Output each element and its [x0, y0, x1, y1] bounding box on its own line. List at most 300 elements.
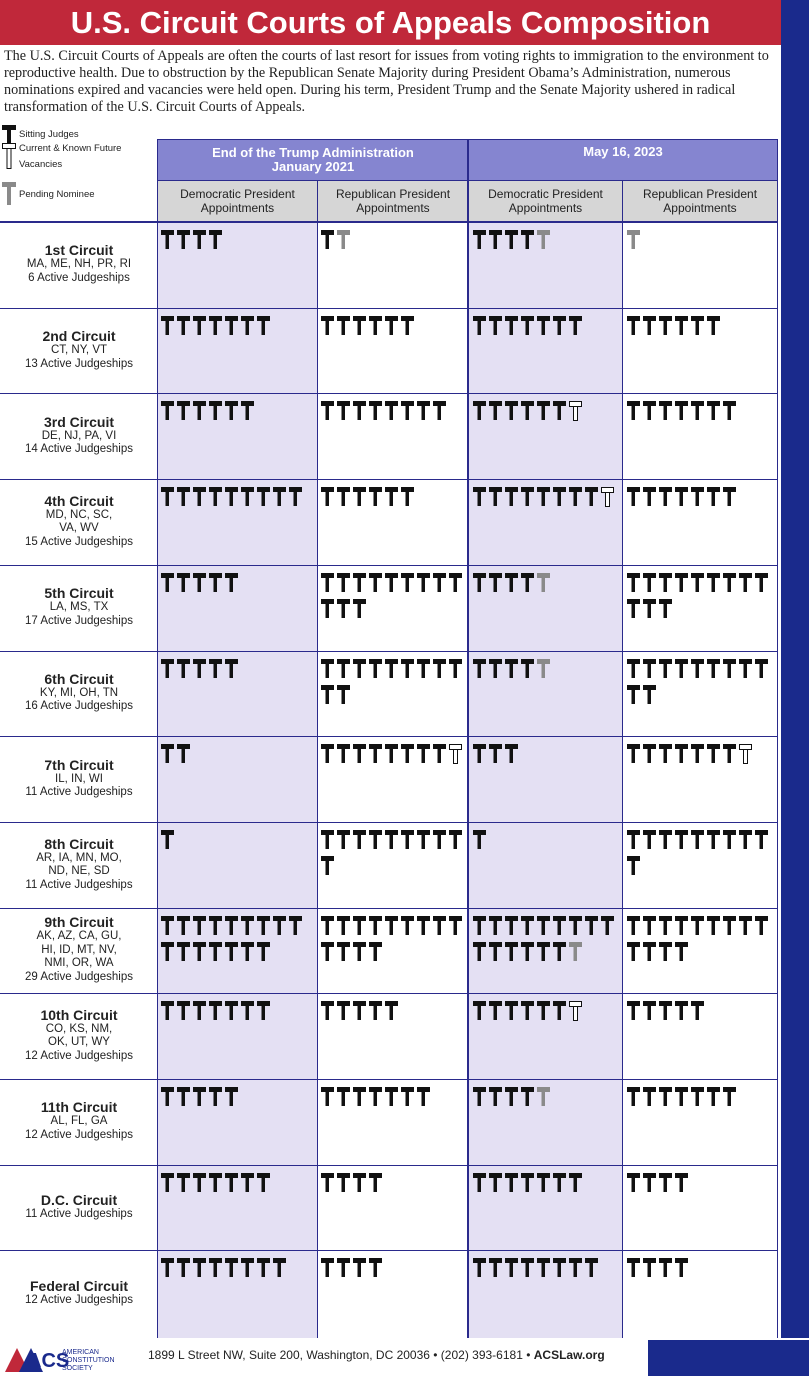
svg-text:ACS: ACS: [27, 1350, 70, 1372]
gavel-sitting-icon: [368, 486, 383, 508]
gavel-sitting-icon: [504, 572, 519, 594]
row-separator: [0, 308, 777, 309]
gavel-sitting-icon: [160, 400, 175, 422]
gavel-sitting-icon: [208, 315, 223, 337]
gavel-sitting-icon: [256, 315, 271, 337]
circuit-label: [0, 1278, 158, 1308]
gavel-sitting-icon: [472, 486, 487, 508]
gavel-sitting-icon: [488, 658, 503, 680]
gavel-sitting-icon: [738, 572, 753, 594]
gavel-sitting-icon: [642, 1086, 657, 1108]
gavel-sitting-icon: [240, 1172, 255, 1194]
gavel-sitting-icon: [160, 486, 175, 508]
gavel-sitting-icon: [722, 743, 737, 765]
gavel-sitting-icon: [208, 1086, 223, 1108]
gavel-sitting-icon: [472, 229, 487, 251]
footer-accent: [648, 1340, 809, 1376]
gavel-sitting-icon: [568, 915, 583, 937]
gavel-pending-icon: [568, 941, 583, 963]
gavel-sitting-icon: [384, 1086, 399, 1108]
gavel-vacancy-icon: [738, 743, 753, 765]
gavel-sitting-icon: [256, 1257, 271, 1279]
gavel-sitting-icon: [384, 486, 399, 508]
gavel-sitting-icon: [552, 315, 567, 337]
gavel-sitting-icon: [552, 400, 567, 422]
circuit-states: AL, FL, GA: [50, 1115, 108, 1128]
gavel-sitting-icon: [626, 855, 641, 877]
row-separator: [0, 651, 777, 652]
gavel-sitting-icon: [192, 1000, 207, 1022]
legend-pending: [2, 184, 95, 204]
gavel-sitting-icon: [192, 941, 207, 963]
gavel-sitting-icon: [504, 1257, 519, 1279]
gavel-sitting-icon: [336, 572, 351, 594]
subheader-dem-2023: Democratic President Appointments: [469, 181, 622, 221]
gavel-sitting-icon: [320, 1086, 335, 1108]
gavel-sitting-icon: [626, 941, 641, 963]
circuit-judgeships: 16 Active Judgeships: [24, 700, 134, 713]
gavel-sitting-icon: [520, 658, 535, 680]
gavel-sitting-icon: [416, 829, 431, 851]
gavel-sitting-icon: [160, 658, 175, 680]
gavel-sitting-icon: [400, 1086, 415, 1108]
gavel-sitting-icon: [448, 658, 463, 680]
gavel-sitting-icon: [658, 941, 673, 963]
gavel-sitting-icon: [352, 486, 367, 508]
gavel-sitting-icon: [224, 941, 239, 963]
gavel-sitting-icon: [288, 486, 303, 508]
gavel-sitting-icon: [674, 572, 689, 594]
gavel-sitting-icon: [336, 829, 351, 851]
gavel-sitting-icon: [176, 486, 191, 508]
gavel-sitting-icon: [240, 915, 255, 937]
gavel-sitting-icon: [536, 1257, 551, 1279]
gavel-sitting-icon: [690, 829, 705, 851]
gavel-sitting-icon: [160, 572, 175, 594]
gavel-sitting-icon: [192, 658, 207, 680]
gavel-sitting-icon: [600, 915, 615, 937]
gavel-sitting-icon: [488, 743, 503, 765]
gavel-sitting-icon: [504, 1172, 519, 1194]
gavel-sitting-icon: [706, 1086, 721, 1108]
gavel-sitting-icon: [192, 572, 207, 594]
gavel-sitting-icon: [336, 486, 351, 508]
gavel-sitting-icon: [706, 572, 721, 594]
gavel-sitting-icon: [352, 658, 367, 680]
gavel-sitting-icon: [416, 400, 431, 422]
gavel-sitting-icon: [432, 829, 447, 851]
gavel-sitting-icon: [642, 829, 657, 851]
gavel-sitting-icon: [504, 486, 519, 508]
gavel-sitting-icon: [416, 743, 431, 765]
circuit-judgeships: 11 Active Judgeships: [25, 878, 133, 891]
gavel-sitting-icon: [658, 572, 673, 594]
gavel-sitting-icon: [320, 658, 335, 680]
acs-logo-icon: [5, 1345, 117, 1373]
gavel-pending-icon: [536, 1086, 551, 1108]
gavel-sitting-icon: [224, 658, 239, 680]
gavel-sitting-icon: [520, 915, 535, 937]
gavel-sitting-icon: [520, 486, 535, 508]
gavel-sitting-icon: [536, 1000, 551, 1022]
gavel-sitting-icon: [568, 1257, 583, 1279]
gavel-sitting-icon: [674, 743, 689, 765]
gavel-sitting-icon: [384, 658, 399, 680]
gavel-sitting-icon: [256, 941, 271, 963]
row-separator: [0, 993, 777, 994]
gavel-sitting-icon: [368, 658, 383, 680]
gavel-sitting-icon: [320, 1000, 335, 1022]
gavel-sitting-icon: [272, 915, 287, 937]
gavel-sitting-icon: [320, 941, 335, 963]
circuit-states: IL, IN, WI: [55, 772, 103, 785]
circuit-name: 3rd Circuit: [43, 413, 114, 430]
gavel-sitting-icon: [504, 743, 519, 765]
gavel-sitting-icon: [384, 315, 399, 337]
gavel-sitting-icon: [400, 400, 415, 422]
gavel-sitting-icon: [520, 572, 535, 594]
circuit-judgeships: 11 Active Judgeships: [25, 1207, 133, 1220]
gavel-pending-icon: [336, 229, 351, 251]
gavel-sitting-icon: [240, 486, 255, 508]
gavel-sitting-icon: [320, 1257, 335, 1279]
circuit-states: MD, NC, SC,: [45, 508, 113, 521]
gavel-sitting-icon: [320, 829, 335, 851]
gavel-sitting-icon: [488, 941, 503, 963]
period-header-2021: End of the Trump Administration January 2021: [158, 139, 468, 181]
gavel-sitting-icon: [176, 915, 191, 937]
gavel-sitting-icon: [352, 1000, 367, 1022]
gavel-sitting-icon: [320, 855, 335, 877]
gavel-sitting-icon: [272, 486, 287, 508]
circuit-label: [0, 242, 158, 285]
gavel-sitting-icon: [208, 400, 223, 422]
gavel-sitting-icon: [626, 486, 641, 508]
gavel-sitting-icon: [738, 915, 753, 937]
gavel-sitting-icon: [626, 315, 641, 337]
gavel-sitting-icon: [336, 915, 351, 937]
gavel-sitting-icon: [336, 1257, 351, 1279]
gavel-sitting-icon: [336, 1172, 351, 1194]
gavel-sitting-icon: [706, 829, 721, 851]
gavel-sitting-icon: [256, 486, 271, 508]
gavel-sitting-icon: [352, 829, 367, 851]
gavel-sitting-icon: [722, 400, 737, 422]
circuit-name: 1st Circuit: [44, 242, 114, 259]
gavel-sitting-icon: [472, 400, 487, 422]
gavel-sitting-icon: [626, 598, 641, 620]
gavel-sitting-icon: [658, 400, 673, 422]
footer-contact: [148, 1348, 605, 1362]
gavel-sitting-icon: [488, 1000, 503, 1022]
circuit-states: VA, WV: [59, 522, 99, 535]
gavel-sitting-icon: [472, 315, 487, 337]
gavel-vacancy-icon: [2, 142, 16, 174]
circuit-states: CO, KS, NM,: [45, 1022, 113, 1035]
gavel-sitting-icon: [352, 572, 367, 594]
gavel-sitting-icon: [552, 915, 567, 937]
gavel-sitting-icon: [520, 1000, 535, 1022]
gavel-sitting-icon: [626, 829, 641, 851]
gavel-sitting-icon: [722, 915, 737, 937]
circuit-name: 6th Circuit: [44, 670, 114, 687]
gavel-sitting-icon: [160, 941, 175, 963]
gavel-sitting-icon: [400, 572, 415, 594]
gavel-vacancy-icon: [448, 743, 463, 765]
gavel-sitting-icon: [536, 941, 551, 963]
gavel-sitting-icon: [706, 658, 721, 680]
gavel-sitting-icon: [320, 598, 335, 620]
gavel-sitting-icon: [224, 315, 239, 337]
gavel-sitting-icon: [240, 400, 255, 422]
gavel-sitting-icon: [368, 915, 383, 937]
gavel-sitting-icon: [536, 915, 551, 937]
gavel-sitting-icon: [400, 658, 415, 680]
gavel-sitting-icon: [208, 658, 223, 680]
gavel-sitting-icon: [674, 1257, 689, 1279]
gavel-sitting-icon: [472, 1172, 487, 1194]
circuit-states: DE, NJ, PA, VI: [41, 429, 117, 442]
gavel-sitting-icon: [738, 658, 753, 680]
gavel-sitting-icon: [488, 400, 503, 422]
gavel-sitting-icon: [176, 400, 191, 422]
gavel-sitting-icon: [690, 1000, 705, 1022]
circuit-label: [0, 836, 158, 893]
gavel-sitting-icon: [160, 915, 175, 937]
gavel-sitting-icon: [320, 684, 335, 706]
gavel-vacancy-icon: [600, 486, 615, 508]
gavel-sitting-icon: [320, 915, 335, 937]
gavel-sitting-icon: [416, 658, 431, 680]
gavel-sitting-icon: [504, 941, 519, 963]
gavel-sitting-icon: [674, 941, 689, 963]
gavel-sitting-icon: [192, 315, 207, 337]
subheader-dem-2021: Democratic President Appointments: [158, 181, 317, 221]
gavel-sitting-icon: [336, 1086, 351, 1108]
gavel-sitting-icon: [192, 915, 207, 937]
gavel-sitting-icon: [488, 315, 503, 337]
gavel-sitting-icon: [754, 915, 769, 937]
legend-future-label: Current & Known Future: [19, 143, 122, 154]
gavel-sitting-icon: [642, 658, 657, 680]
gavel-sitting-icon: [320, 1172, 335, 1194]
intro-paragraph: The U.S. Circuit Courts of Appeals are often the courts of last resort for issues from voting rights to immigration to the environment to reproductive health. Due to obstruction by the Republican Senate Majority during President Obama’s Administration, numerous nominations expired and vacancies were held open. During his term, President Trump and the Senate Majority ushered in radical transformation of the U.S. Circuit Courts of Appeals.: [4, 48, 769, 115]
gavel-sitting-icon: [488, 1257, 503, 1279]
gavel-sitting-icon: [352, 1086, 367, 1108]
gavel-sitting-icon: [336, 598, 351, 620]
gavel-sitting-icon: [160, 1257, 175, 1279]
gavel-sitting-icon: [224, 486, 239, 508]
circuit-name: D.C. Circuit: [40, 1191, 118, 1208]
gavel-sitting-icon: [488, 1086, 503, 1108]
gavel-sitting-icon: [690, 315, 705, 337]
gavel-sitting-icon: [658, 315, 673, 337]
gavel-sitting-icon: [642, 572, 657, 594]
circuit-label: [0, 1192, 158, 1222]
circuit-name: 7th Circuit: [44, 756, 114, 773]
gavel-sitting-icon: [658, 658, 673, 680]
gavel-sitting-icon: [706, 400, 721, 422]
circuit-judgeships: 15 Active Judgeships: [24, 535, 134, 548]
circuit-name: 8th Circuit: [44, 835, 114, 852]
circuit-states: OK, UT, WY: [48, 1036, 110, 1049]
footer-address: 1899 L Street NW, Suite 200, Washington, DC 20036 • (202) 393-6181 •: [148, 1348, 534, 1362]
row-separator: [0, 1165, 777, 1166]
gavel-vacancy-icon: [568, 1000, 583, 1022]
gavel-sitting-icon: [584, 1257, 599, 1279]
gavel-sitting-icon: [536, 315, 551, 337]
gavel-sitting-icon: [626, 1086, 641, 1108]
gavel-sitting-icon: [722, 658, 737, 680]
gavel-sitting-icon: [504, 400, 519, 422]
gavel-sitting-icon: [520, 1172, 535, 1194]
gavel-sitting-icon: [384, 400, 399, 422]
gavel-sitting-icon: [224, 400, 239, 422]
gavel-sitting-icon: [176, 572, 191, 594]
circuit-states: AK, AZ, CA, GU,: [36, 930, 122, 943]
gavel-sitting-icon: [472, 1086, 487, 1108]
gavel-sitting-icon: [352, 941, 367, 963]
gavel-sitting-icon: [448, 829, 463, 851]
gavel-sitting-icon: [552, 486, 567, 508]
gavel-sitting-icon: [160, 1000, 175, 1022]
gavel-sitting-icon: [432, 915, 447, 937]
footer-site-link[interactable]: ACSLaw.org: [533, 1348, 605, 1362]
gavel-sitting-icon: [256, 1172, 271, 1194]
gavel-sitting-icon: [432, 743, 447, 765]
gavel-sitting-icon: [208, 486, 223, 508]
gavel-sitting-icon: [384, 829, 399, 851]
gavel-sitting-icon: [224, 1172, 239, 1194]
gavel-sitting-icon: [568, 1172, 583, 1194]
gavel-sitting-icon: [706, 486, 721, 508]
gavel-sitting-icon: [224, 1086, 239, 1108]
gavel-sitting-icon: [256, 915, 271, 937]
gavel-sitting-icon: [472, 743, 487, 765]
gavel-sitting-icon: [416, 572, 431, 594]
grid-line: [467, 139, 469, 1340]
circuit-label: [0, 914, 158, 984]
gavel-vacancy-icon: [568, 400, 583, 422]
gavel-sitting-icon: [432, 400, 447, 422]
page-title: U.S. Circuit Courts of Appeals Composition: [0, 0, 781, 45]
gavel-sitting-icon: [208, 1257, 223, 1279]
gavel-sitting-icon: [256, 1000, 271, 1022]
gavel-sitting-icon: [626, 1000, 641, 1022]
circuit-judgeships: 29 Active Judgeships: [24, 970, 134, 983]
gavel-sitting-icon: [552, 1172, 567, 1194]
gavel-sitting-icon: [336, 684, 351, 706]
svg-text:AMERICAN: AMERICAN: [62, 1349, 99, 1356]
svg-text:SOCIETY: SOCIETY: [62, 1365, 93, 1372]
gavel-sitting-icon: [552, 941, 567, 963]
gavel-sitting-icon: [208, 1000, 223, 1022]
gavel-sitting-icon: [160, 829, 175, 851]
gavel-sitting-icon: [642, 1000, 657, 1022]
gavel-sitting-icon: [384, 915, 399, 937]
circuit-label: [0, 493, 158, 550]
gavel-sitting-icon: [472, 658, 487, 680]
gavel-sitting-icon: [384, 1000, 399, 1022]
gavel-pending-icon: [536, 572, 551, 594]
circuit-label: [0, 1099, 158, 1142]
gavel-sitting-icon: [384, 572, 399, 594]
row-separator: [0, 736, 777, 737]
gavel-sitting-icon: [520, 1257, 535, 1279]
gavel-sitting-icon: [472, 941, 487, 963]
circuit-states: KY, MI, OH, TN: [39, 686, 119, 699]
row-separator: [0, 908, 777, 909]
gavel-sitting-icon: [192, 1172, 207, 1194]
gavel-sitting-icon: [176, 658, 191, 680]
gavel-sitting-icon: [754, 658, 769, 680]
gavel-sitting-icon: [488, 229, 503, 251]
circuit-states: HI, ID, MT, NV,: [41, 943, 117, 956]
legend: [0, 124, 158, 222]
gavel-sitting-icon: [336, 1000, 351, 1022]
gavel-sitting-icon: [504, 315, 519, 337]
grid-line: [622, 181, 623, 1340]
gavel-sitting-icon: [2, 124, 16, 144]
gavel-sitting-icon: [224, 572, 239, 594]
circuit-label: [0, 328, 158, 371]
gavel-sitting-icon: [520, 941, 535, 963]
gavel-sitting-icon: [352, 315, 367, 337]
gavel-sitting-icon: [674, 915, 689, 937]
grid-line: [157, 139, 777, 140]
gavel-sitting-icon: [208, 915, 223, 937]
circuit-name: 11th Circuit: [40, 1099, 118, 1116]
gavel-pending-icon: [2, 181, 16, 207]
gavel-sitting-icon: [176, 743, 191, 765]
subheader-rep-2023: Republican President Appointments: [623, 181, 777, 221]
gavel-sitting-icon: [472, 1000, 487, 1022]
circuit-label: [0, 414, 158, 457]
gavel-sitting-icon: [674, 829, 689, 851]
gavel-sitting-icon: [472, 829, 487, 851]
gavel-sitting-icon: [626, 572, 641, 594]
gavel-sitting-icon: [504, 1000, 519, 1022]
row-separator: [0, 393, 777, 394]
circuit-judgeships: 12 Active Judgeships: [24, 1049, 134, 1062]
gavel-sitting-icon: [488, 486, 503, 508]
gavel-sitting-icon: [160, 1086, 175, 1108]
gavel-sitting-icon: [674, 1000, 689, 1022]
circuit-states: LA, MS, TX: [49, 601, 109, 614]
gavel-sitting-icon: [368, 743, 383, 765]
gavel-sitting-icon: [472, 1257, 487, 1279]
circuit-name: 9th Circuit: [44, 914, 114, 931]
gavel-sitting-icon: [658, 1257, 673, 1279]
gavel-sitting-icon: [336, 400, 351, 422]
gavel-sitting-icon: [642, 598, 657, 620]
circuit-states: ND, NE, SD: [48, 865, 110, 877]
gavel-sitting-icon: [448, 572, 463, 594]
gavel-sitting-icon: [642, 743, 657, 765]
gavel-sitting-icon: [488, 1172, 503, 1194]
grid-line: [0, 221, 777, 223]
gavel-sitting-icon: [690, 915, 705, 937]
gavel-sitting-icon: [272, 1257, 287, 1279]
gavel-sitting-icon: [642, 400, 657, 422]
gavel-sitting-icon: [432, 572, 447, 594]
circuit-states: CT, NY, VT: [50, 344, 108, 357]
gavel-sitting-icon: [416, 1086, 431, 1108]
gavel-sitting-icon: [416, 915, 431, 937]
gavel-sitting-icon: [626, 915, 641, 937]
gavel-sitting-icon: [658, 915, 673, 937]
gavel-sitting-icon: [642, 1257, 657, 1279]
